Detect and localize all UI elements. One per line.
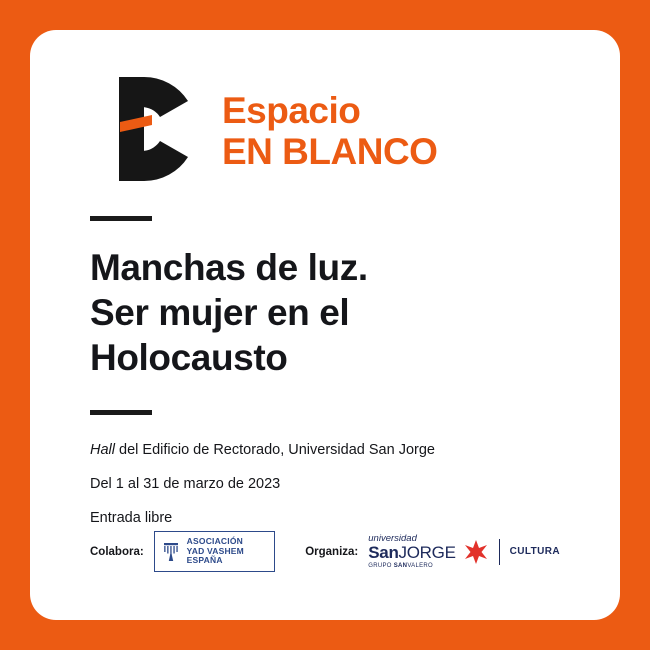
organizer-group: [305, 534, 560, 569]
usj-name-bold: San: [368, 543, 399, 563]
yad-vashem-wordmark: [187, 537, 268, 566]
divider-bottom: [90, 410, 152, 415]
yad-vashem-logo: [154, 531, 276, 572]
title-line-3: Holocausto: [90, 337, 288, 379]
organizer-label: Organiza:: [305, 545, 359, 558]
brand-wordmark: [222, 86, 437, 173]
usj-wordmark: [368, 534, 455, 569]
sponsor-footer: [90, 531, 560, 572]
poster-content: [30, 30, 620, 620]
usj-divider: [499, 539, 500, 565]
usj-cultura-text: CULTURA: [509, 546, 560, 558]
yad-vashem-menorah-icon: [161, 541, 181, 563]
letter-c-logo-icon: [90, 75, 198, 183]
usj-name-text: [368, 544, 455, 562]
venue-line: [90, 441, 560, 461]
usj-grupo-text: [368, 563, 455, 569]
usj-name-light: JORGE: [398, 543, 456, 563]
brand-line-2: EN BLANCO: [222, 131, 438, 172]
poster-card: [30, 30, 620, 620]
admission-line: Entrada libre: [90, 509, 173, 526]
collaborator-group: [90, 531, 275, 572]
page-title: [90, 245, 510, 380]
usj-grupo-bold: SAN: [393, 562, 408, 569]
venue-italic: Hall: [90, 442, 115, 459]
yad-vashem-line-1: ASOCIACIÓN: [186, 536, 243, 547]
venue-rest: del Edificio de Rectorado, Universidad San Jorge: [114, 442, 435, 459]
divider-top: [90, 216, 152, 221]
title-line-2: Ser mujer en el: [90, 292, 350, 334]
san-valero-star-icon: [463, 539, 489, 565]
brand-header: [90, 68, 560, 190]
usj-grupo-prefix: GRUPO: [368, 562, 394, 569]
dates-line: Del 1 al 31 de marzo de 2023: [90, 475, 281, 492]
collaborator-label: Colabora:: [90, 545, 144, 558]
usj-grupo-rest: VALERO: [407, 562, 434, 569]
usj-universidad-text: universidad: [368, 533, 417, 545]
brand-line-1: Espacio: [222, 89, 361, 131]
title-line-1: Manchas de luz.: [90, 247, 368, 288]
yad-vashem-line-2: YAD VASHEM ESPAÑA: [186, 545, 244, 566]
universidad-san-jorge-logo: [368, 534, 560, 569]
event-details: [90, 441, 560, 528]
